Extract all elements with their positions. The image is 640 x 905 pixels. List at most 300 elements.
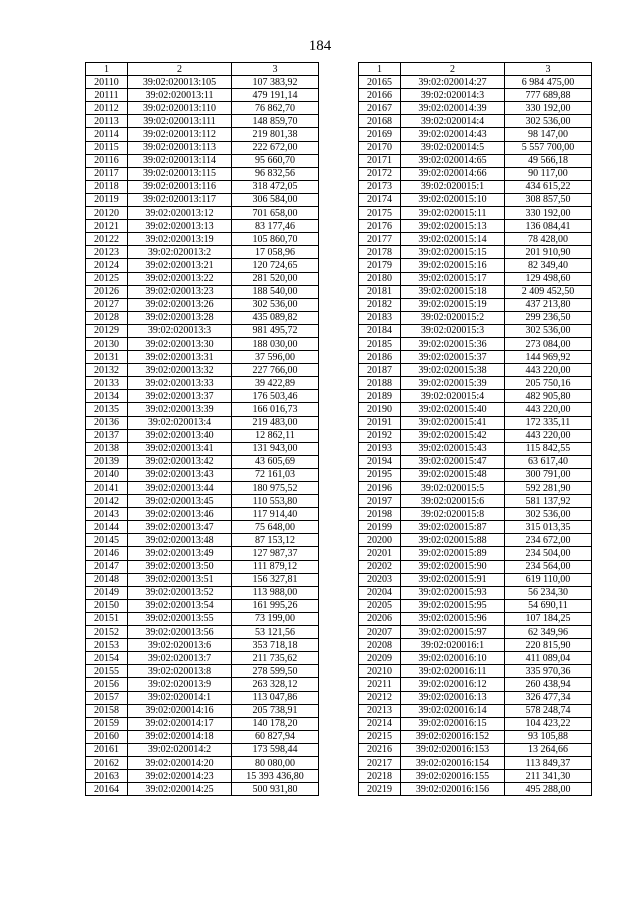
row-number-cell: 20132 [86, 364, 128, 377]
cadastral-number-cell: 39:02:020013:45 [128, 495, 232, 508]
value-cell: 117 914,40 [232, 508, 319, 521]
table-row [359, 403, 592, 416]
value-cell: 2 409 452,50 [505, 285, 592, 298]
table-row [359, 678, 592, 691]
table-row [86, 691, 319, 704]
table-row [359, 547, 592, 560]
row-number-cell: 20126 [86, 285, 128, 298]
cadastral-number-cell: 39:02:020015:36 [401, 337, 505, 350]
cadastral-number-cell: 39:02:020014:66 [401, 167, 505, 180]
row-number-cell: 20182 [359, 298, 401, 311]
value-cell: 180 975,52 [232, 482, 319, 495]
table-row [86, 128, 319, 141]
table-row [359, 665, 592, 678]
value-cell: 205 738,91 [232, 704, 319, 717]
value-cell: 82 349,40 [505, 259, 592, 272]
cadastral-number-cell: 39:02:020015:91 [401, 573, 505, 586]
row-number-cell: 20181 [359, 285, 401, 298]
table-row [86, 207, 319, 220]
table-row [86, 429, 319, 442]
left-table [85, 62, 319, 796]
value-cell: 87 153,12 [232, 534, 319, 547]
table-row [359, 652, 592, 665]
table-row [86, 756, 319, 769]
value-cell: 39 422,89 [232, 377, 319, 390]
row-number-cell: 20192 [359, 429, 401, 442]
cadastral-number-cell: 39:02:020013:110 [128, 102, 232, 115]
row-number-cell: 20138 [86, 442, 128, 455]
table-row [86, 521, 319, 534]
table-row [359, 599, 592, 612]
table-row [86, 167, 319, 180]
row-number-cell: 20212 [359, 691, 401, 704]
cadastral-number-cell: 39:02:020016:1 [401, 639, 505, 652]
cadastral-number-cell: 39:02:020013:114 [128, 154, 232, 167]
cadastral-number-cell: 39:02:020013:46 [128, 508, 232, 521]
cadastral-number-cell: 39:02:020014:17 [128, 717, 232, 730]
value-cell: 619 110,00 [505, 573, 592, 586]
row-number-cell: 20111 [86, 89, 128, 102]
value-cell: 17 058,96 [232, 246, 319, 259]
row-number-cell: 20113 [86, 115, 128, 128]
table-row [359, 743, 592, 756]
row-number-cell: 20209 [359, 652, 401, 665]
row-number-cell: 20213 [359, 704, 401, 717]
row-number-cell: 20157 [86, 691, 128, 704]
row-number-cell: 20140 [86, 468, 128, 481]
cadastral-number-cell: 39:02:020016:153 [401, 743, 505, 756]
value-cell: 188 030,00 [232, 337, 319, 350]
table-row [86, 652, 319, 665]
cadastral-number-cell: 39:02:020016:12 [401, 678, 505, 691]
cadastral-number-cell: 39:02:020014:1 [128, 691, 232, 704]
cadastral-number-cell: 39:02:020013:21 [128, 259, 232, 272]
cadastral-number-cell: 39:02:020013:28 [128, 311, 232, 324]
row-number-cell: 20155 [86, 665, 128, 678]
row-number-cell: 20150 [86, 599, 128, 612]
right-table [358, 62, 592, 796]
table-row [86, 495, 319, 508]
value-cell: 96 832,56 [232, 167, 319, 180]
table-row [359, 180, 592, 193]
cadastral-number-cell: 39:02:020013:3 [128, 324, 232, 337]
cadastral-number-cell: 39:02:020014:23 [128, 770, 232, 783]
value-cell: 62 349,96 [505, 626, 592, 639]
value-cell: 156 327,81 [232, 573, 319, 586]
row-number-cell: 20175 [359, 207, 401, 220]
row-number-cell: 20184 [359, 324, 401, 337]
row-number-cell: 20118 [86, 180, 128, 193]
cadastral-number-cell: 39:02:020015:88 [401, 534, 505, 547]
table-row [86, 233, 319, 246]
table-row [359, 783, 592, 796]
value-cell: 227 766,00 [232, 364, 319, 377]
cadastral-number-cell: 39:02:020013:44 [128, 482, 232, 495]
value-cell: 278 599,50 [232, 665, 319, 678]
row-number-cell: 20144 [86, 521, 128, 534]
row-number-cell: 20170 [359, 141, 401, 154]
cadastral-number-cell: 39:02:020013:116 [128, 180, 232, 193]
cadastral-number-cell: 39:02:020016:156 [401, 783, 505, 796]
value-cell: 49 566,18 [505, 154, 592, 167]
row-number-cell: 20205 [359, 599, 401, 612]
cadastral-number-cell: 39:02:020014:4 [401, 115, 505, 128]
row-number-cell: 20124 [86, 259, 128, 272]
table-row [86, 612, 319, 625]
row-number-cell: 20131 [86, 351, 128, 364]
row-number-cell: 20164 [86, 783, 128, 796]
cadastral-number-cell: 39:02:020016:155 [401, 770, 505, 783]
value-cell: 500 931,80 [232, 783, 319, 796]
row-number-cell: 20162 [86, 756, 128, 769]
value-cell: 981 495,72 [232, 324, 319, 337]
row-number-cell: 20214 [359, 717, 401, 730]
row-number-cell: 20163 [86, 770, 128, 783]
row-number-cell: 20202 [359, 560, 401, 573]
value-cell: 443 220,00 [505, 364, 592, 377]
value-cell: 222 672,00 [232, 141, 319, 154]
cadastral-number-cell: 39:02:020015:95 [401, 599, 505, 612]
cadastral-number-cell: 39:02:020016:152 [401, 730, 505, 743]
cadastral-number-cell: 39:02:020013:31 [128, 351, 232, 364]
value-cell: 300 791,00 [505, 468, 592, 481]
header-cell: 2 [128, 63, 232, 76]
table-row [86, 534, 319, 547]
table-row [86, 337, 319, 350]
table-row [86, 783, 319, 796]
value-cell: 53 121,56 [232, 626, 319, 639]
table-row [86, 403, 319, 416]
table-row [86, 770, 319, 783]
value-cell: 80 080,00 [232, 756, 319, 769]
row-number-cell: 20203 [359, 573, 401, 586]
cadastral-number-cell: 39:02:020013:19 [128, 233, 232, 246]
cadastral-number-cell: 39:02:020014:16 [128, 704, 232, 717]
table-row [359, 560, 592, 573]
row-number-cell: 20189 [359, 390, 401, 403]
value-cell: 37 596,00 [232, 351, 319, 364]
cadastral-number-cell: 39:02:020013:54 [128, 599, 232, 612]
row-number-cell: 20172 [359, 167, 401, 180]
value-cell: 43 605,69 [232, 455, 319, 468]
table-row [359, 377, 592, 390]
value-cell: 205 750,16 [505, 377, 592, 390]
cadastral-number-cell: 39:02:020013:2 [128, 246, 232, 259]
table-row [359, 691, 592, 704]
table-row [359, 482, 592, 495]
row-number-cell: 20147 [86, 560, 128, 573]
value-cell: 234 564,00 [505, 560, 592, 573]
table-row [359, 259, 592, 272]
cadastral-number-cell: 39:02:020015:43 [401, 442, 505, 455]
value-cell: 211 735,62 [232, 652, 319, 665]
row-number-cell: 20198 [359, 508, 401, 521]
row-number-cell: 20139 [86, 455, 128, 468]
table-row [86, 76, 319, 89]
header-cell: 3 [505, 63, 592, 76]
value-cell: 111 879,12 [232, 560, 319, 573]
cadastral-number-cell: 39:02:020015:37 [401, 351, 505, 364]
row-number-cell: 20217 [359, 756, 401, 769]
value-cell: 434 615,22 [505, 180, 592, 193]
table-row [86, 730, 319, 743]
cadastral-number-cell: 39:02:020015:38 [401, 364, 505, 377]
cadastral-number-cell: 39:02:020014:27 [401, 76, 505, 89]
cadastral-number-cell: 39:02:020015:39 [401, 377, 505, 390]
table-row [86, 665, 319, 678]
cadastral-number-cell: 39:02:020014:3 [401, 89, 505, 102]
row-number-cell: 20151 [86, 612, 128, 625]
cadastral-number-cell: 39:02:020013:56 [128, 626, 232, 639]
cadastral-number-cell: 39:02:020013:22 [128, 272, 232, 285]
row-number-cell: 20206 [359, 612, 401, 625]
table-row [359, 298, 592, 311]
value-cell: 161 995,26 [232, 599, 319, 612]
cadastral-number-cell: 39:02:020015:40 [401, 403, 505, 416]
value-cell: 129 498,60 [505, 272, 592, 285]
row-number-cell: 20154 [86, 652, 128, 665]
value-cell: 13 264,66 [505, 743, 592, 756]
row-number-cell: 20210 [359, 665, 401, 678]
cadastral-number-cell: 39:02:020013:8 [128, 665, 232, 678]
row-number-cell: 20207 [359, 626, 401, 639]
cadastral-number-cell: 39:02:020016:13 [401, 691, 505, 704]
table-row [359, 272, 592, 285]
table-row [86, 704, 319, 717]
row-number-cell: 20125 [86, 272, 128, 285]
table-row [86, 626, 319, 639]
table-row [86, 639, 319, 652]
row-number-cell: 20129 [86, 324, 128, 337]
table-row [359, 364, 592, 377]
cadastral-number-cell: 39:02:020015:89 [401, 547, 505, 560]
table-row [359, 495, 592, 508]
header-cell: 1 [359, 63, 401, 76]
table-row [359, 220, 592, 233]
cadastral-number-cell: 39:02:020014:39 [401, 102, 505, 115]
value-cell: 107 184,25 [505, 612, 592, 625]
header-row [86, 63, 319, 76]
row-number-cell: 20194 [359, 455, 401, 468]
cadastral-number-cell: 39:02:020015:14 [401, 233, 505, 246]
row-number-cell: 20178 [359, 246, 401, 259]
value-cell: 273 084,00 [505, 337, 592, 350]
table-row [359, 534, 592, 547]
row-number-cell: 20156 [86, 678, 128, 691]
value-cell: 302 536,00 [232, 298, 319, 311]
value-cell: 353 718,18 [232, 639, 319, 652]
value-cell: 435 089,82 [232, 311, 319, 324]
table-row [86, 717, 319, 730]
value-cell: 302 536,00 [505, 324, 592, 337]
value-cell: 701 658,00 [232, 207, 319, 220]
row-number-cell: 20158 [86, 704, 128, 717]
value-cell: 495 288,00 [505, 783, 592, 796]
cadastral-number-cell: 39:02:020013:42 [128, 455, 232, 468]
cadastral-number-cell: 39:02:020013:51 [128, 573, 232, 586]
value-cell: 105 860,70 [232, 233, 319, 246]
value-cell: 110 553,80 [232, 495, 319, 508]
value-cell: 330 192,00 [505, 102, 592, 115]
cadastral-number-cell: 39:02:020013:33 [128, 377, 232, 390]
cadastral-number-cell: 39:02:020015:41 [401, 416, 505, 429]
cadastral-number-cell: 39:02:020015:4 [401, 390, 505, 403]
cadastral-number-cell: 39:02:020015:17 [401, 272, 505, 285]
row-number-cell: 20128 [86, 311, 128, 324]
table-row [86, 560, 319, 573]
row-number-cell: 20180 [359, 272, 401, 285]
table-row [86, 547, 319, 560]
table-row [359, 756, 592, 769]
value-cell: 93 105,88 [505, 730, 592, 743]
row-number-cell: 20148 [86, 573, 128, 586]
table-row [86, 193, 319, 206]
value-cell: 75 648,00 [232, 521, 319, 534]
value-cell: 330 192,00 [505, 207, 592, 220]
cadastral-number-cell: 39:02:020013:6 [128, 639, 232, 652]
row-number-cell: 20173 [359, 180, 401, 193]
value-cell: 15 393 436,80 [232, 770, 319, 783]
cadastral-number-cell: 39:02:020015:42 [401, 429, 505, 442]
row-number-cell: 20146 [86, 547, 128, 560]
table-row [359, 573, 592, 586]
row-number-cell: 20153 [86, 639, 128, 652]
cadastral-number-cell: 39:02:020013:23 [128, 285, 232, 298]
cadastral-number-cell: 39:02:020015:2 [401, 311, 505, 324]
table-row [359, 337, 592, 350]
table-row [86, 586, 319, 599]
row-number-cell: 20219 [359, 783, 401, 796]
row-number-cell: 20149 [86, 586, 128, 599]
value-cell: 302 536,00 [505, 508, 592, 521]
row-number-cell: 20201 [359, 547, 401, 560]
value-cell: 54 690,11 [505, 599, 592, 612]
table-row [86, 89, 319, 102]
cadastral-number-cell: 39:02:020015:87 [401, 521, 505, 534]
table-row [359, 416, 592, 429]
value-cell: 581 137,92 [505, 495, 592, 508]
row-number-cell: 20120 [86, 207, 128, 220]
row-number-cell: 20179 [359, 259, 401, 272]
table-row [359, 193, 592, 206]
row-number-cell: 20196 [359, 482, 401, 495]
value-cell: 127 987,37 [232, 547, 319, 560]
table-row [359, 770, 592, 783]
value-cell: 777 689,88 [505, 89, 592, 102]
table-row [86, 351, 319, 364]
row-number-cell: 20134 [86, 390, 128, 403]
table-row [359, 468, 592, 481]
value-cell: 113 849,37 [505, 756, 592, 769]
cadastral-number-cell: 39:02:020013:12 [128, 207, 232, 220]
value-cell: 166 016,73 [232, 403, 319, 416]
cadastral-number-cell: 39:02:020013:55 [128, 612, 232, 625]
row-number-cell: 20116 [86, 154, 128, 167]
table-row [86, 259, 319, 272]
table-row [86, 508, 319, 521]
row-number-cell: 20112 [86, 102, 128, 115]
value-cell: 263 328,12 [232, 678, 319, 691]
row-number-cell: 20123 [86, 246, 128, 259]
cadastral-number-cell: 39:02:020015:6 [401, 495, 505, 508]
value-cell: 592 281,90 [505, 482, 592, 495]
table-row [359, 233, 592, 246]
value-cell: 578 248,74 [505, 704, 592, 717]
table-row [86, 743, 319, 756]
value-cell: 234 672,00 [505, 534, 592, 547]
row-number-cell: 20183 [359, 311, 401, 324]
value-cell: 306 584,00 [232, 193, 319, 206]
row-number-cell: 20165 [359, 76, 401, 89]
cadastral-number-cell: 39:02:020013:7 [128, 652, 232, 665]
row-number-cell: 20199 [359, 521, 401, 534]
cadastral-number-cell: 39:02:020013:39 [128, 403, 232, 416]
cadastral-number-cell: 39:02:020015:10 [401, 193, 505, 206]
right-table-body [359, 76, 592, 796]
header-cell: 3 [232, 63, 319, 76]
cadastral-number-cell: 39:02:020013:47 [128, 521, 232, 534]
table-row [86, 285, 319, 298]
value-cell: 90 117,00 [505, 167, 592, 180]
cadastral-number-cell: 39:02:020014:18 [128, 730, 232, 743]
table-row [86, 298, 319, 311]
table-row [86, 416, 319, 429]
cadastral-number-cell: 39:02:020016:14 [401, 704, 505, 717]
table-row [86, 154, 319, 167]
value-cell: 113 988,00 [232, 586, 319, 599]
cadastral-number-cell: 39:02:020014:43 [401, 128, 505, 141]
value-cell: 443 220,00 [505, 403, 592, 416]
cadastral-number-cell: 39:02:020016:11 [401, 665, 505, 678]
table-row [359, 717, 592, 730]
value-cell: 188 540,00 [232, 285, 319, 298]
cadastral-number-cell: 39:02:020013:13 [128, 220, 232, 233]
value-cell: 260 438,94 [505, 678, 592, 691]
table-row [359, 207, 592, 220]
cadastral-number-cell: 39:02:020016:15 [401, 717, 505, 730]
row-number-cell: 20185 [359, 337, 401, 350]
table-row [359, 141, 592, 154]
cadastral-number-cell: 39:02:020015:15 [401, 246, 505, 259]
row-number-cell: 20121 [86, 220, 128, 233]
row-number-cell: 20145 [86, 534, 128, 547]
value-cell: 335 970,36 [505, 665, 592, 678]
cadastral-number-cell: 39:02:020015:13 [401, 220, 505, 233]
value-cell: 56 234,30 [505, 586, 592, 599]
cadastral-number-cell: 39:02:020014:20 [128, 756, 232, 769]
table-row [359, 639, 592, 652]
table-row [359, 704, 592, 717]
cadastral-number-cell: 39:02:020013:105 [128, 76, 232, 89]
cadastral-number-cell: 39:02:020013:52 [128, 586, 232, 599]
row-number-cell: 20200 [359, 534, 401, 547]
cadastral-number-cell: 39:02:020013:11 [128, 89, 232, 102]
cadastral-number-cell: 39:02:020014:5 [401, 141, 505, 154]
table-row [359, 76, 592, 89]
row-number-cell: 20168 [359, 115, 401, 128]
cadastral-number-cell: 39:02:020013:117 [128, 193, 232, 206]
value-cell: 12 862,11 [232, 429, 319, 442]
table-row [86, 220, 319, 233]
cadastral-number-cell: 39:02:020013:113 [128, 141, 232, 154]
table-row [359, 102, 592, 115]
cadastral-number-cell: 39:02:020013:37 [128, 390, 232, 403]
table-row [86, 468, 319, 481]
cadastral-number-cell: 39:02:020015:97 [401, 626, 505, 639]
table-row [359, 351, 592, 364]
table-row [359, 612, 592, 625]
table-row [359, 324, 592, 337]
